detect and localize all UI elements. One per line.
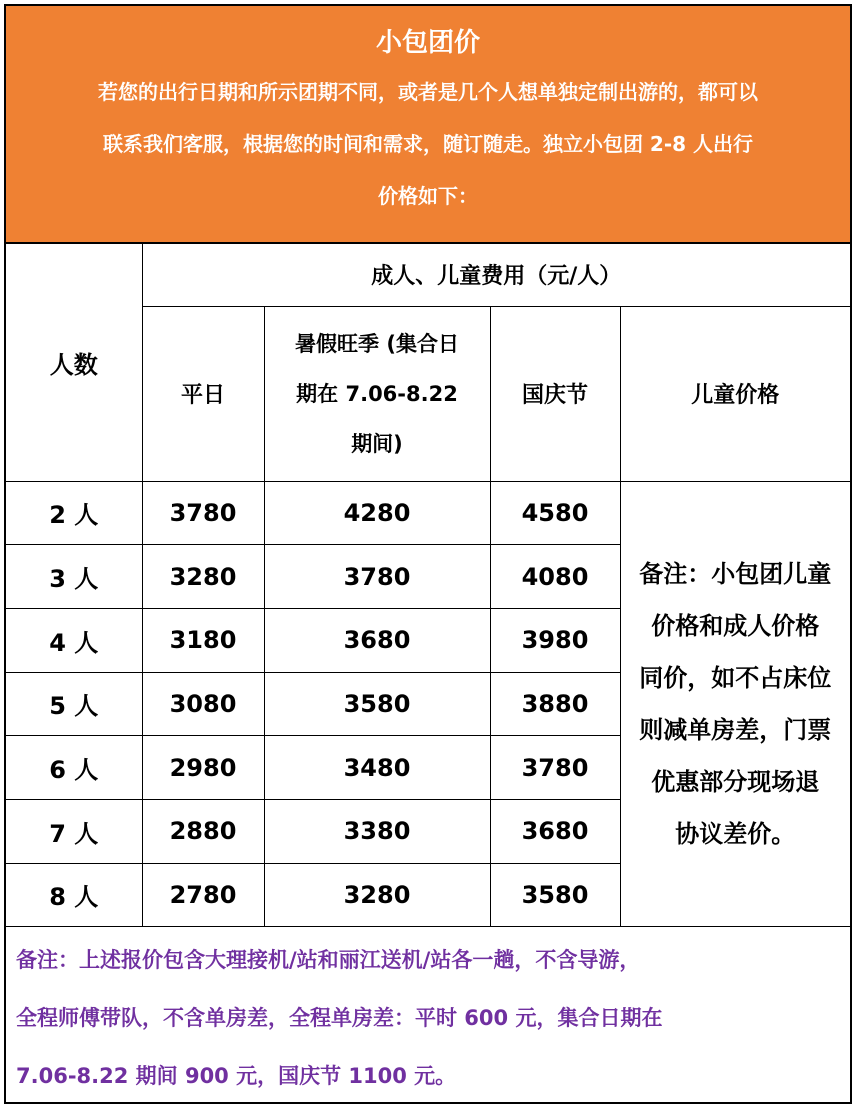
table-row xyxy=(6,481,850,545)
cell-summer: 3280 xyxy=(264,863,490,927)
cell-summer: 3680 xyxy=(264,608,490,672)
cell-people: 8 人 xyxy=(6,863,142,927)
footer-note-line: 全程师傅带队，不含单房差，全程单房差：平时 600 元，集合日期在 xyxy=(16,1006,663,1030)
cell-national: 4580 xyxy=(490,481,620,545)
col-header-national: 国庆节 xyxy=(490,306,620,481)
cell-weekday: 3080 xyxy=(142,672,264,736)
cell-summer: 3380 xyxy=(264,799,490,863)
child-note-line: 备注：小包团儿童 xyxy=(639,559,832,588)
footer-note-line: 7.06-8.22 期间 900 元，国庆节 1100 元。 xyxy=(16,1064,457,1088)
col-header-weekday: 平日 xyxy=(142,306,264,481)
cell-summer: 3580 xyxy=(264,672,490,736)
col-header-summer-line: 期间) xyxy=(351,431,403,456)
cell-summer: 3780 xyxy=(264,545,490,609)
col-group-header: 成人、儿童费用（元/人） xyxy=(142,244,850,306)
cell-weekday: 3180 xyxy=(142,608,264,672)
cell-national: 3780 xyxy=(490,736,620,800)
col-header-summer-line: 期在 7.06-8.22 xyxy=(296,381,458,406)
child-note-line: 协议差价。 xyxy=(675,819,796,848)
cell-national: 3880 xyxy=(490,672,620,736)
cell-weekday: 2980 xyxy=(142,736,264,800)
cell-weekday: 2880 xyxy=(142,799,264,863)
cell-people: 7 人 xyxy=(6,799,142,863)
cell-summer: 3480 xyxy=(264,736,490,800)
intro-line: 价格如下： xyxy=(378,184,478,208)
intro-text xyxy=(6,58,850,222)
cell-national: 4080 xyxy=(490,545,620,609)
cell-weekday: 3780 xyxy=(142,481,264,545)
cell-people: 5 人 xyxy=(6,672,142,736)
cell-summer: 4280 xyxy=(264,481,490,545)
cell-people: 6 人 xyxy=(6,736,142,800)
cell-weekday: 3280 xyxy=(142,545,264,609)
cell-weekday: 2780 xyxy=(142,863,264,927)
page-title: 小包团价 xyxy=(375,28,480,58)
child-note-line: 同价，如不占床位 xyxy=(639,663,832,692)
col-header-summer-line: 暑假旺季 (集合日 xyxy=(295,331,459,356)
child-note-line: 优惠部分现场退 xyxy=(651,767,820,796)
cell-national: 3980 xyxy=(490,608,620,672)
intro-line: 联系我们客服，根据您的时间和需求，随订随走。独立小包团 2-8 人出行 xyxy=(102,132,754,156)
price-sheet xyxy=(4,4,852,1104)
cell-people: 3 人 xyxy=(6,545,142,609)
child-price-note xyxy=(620,481,850,927)
col-header-summer xyxy=(264,306,490,481)
cell-people: 2 人 xyxy=(6,481,142,545)
child-note-line: 价格和成人价格 xyxy=(651,611,820,640)
price-table xyxy=(6,244,850,927)
header-banner xyxy=(6,6,850,244)
child-note-line: 则减单房差，门票 xyxy=(639,715,832,744)
col-header-people: 人数 xyxy=(6,244,142,481)
cell-national: 3580 xyxy=(490,863,620,927)
intro-line: 若您的出行日期和所示团期不同，或者是几个人想单独定制出游的，都可以 xyxy=(98,80,758,104)
cell-people: 4 人 xyxy=(6,608,142,672)
col-header-child: 儿童价格 xyxy=(620,306,850,481)
cell-national: 3680 xyxy=(490,799,620,863)
footer-note xyxy=(6,926,850,1102)
footer-note-line: 备注：上述报价包含大理接机/站和丽江送机/站各一趟，不含导游， xyxy=(16,948,641,972)
